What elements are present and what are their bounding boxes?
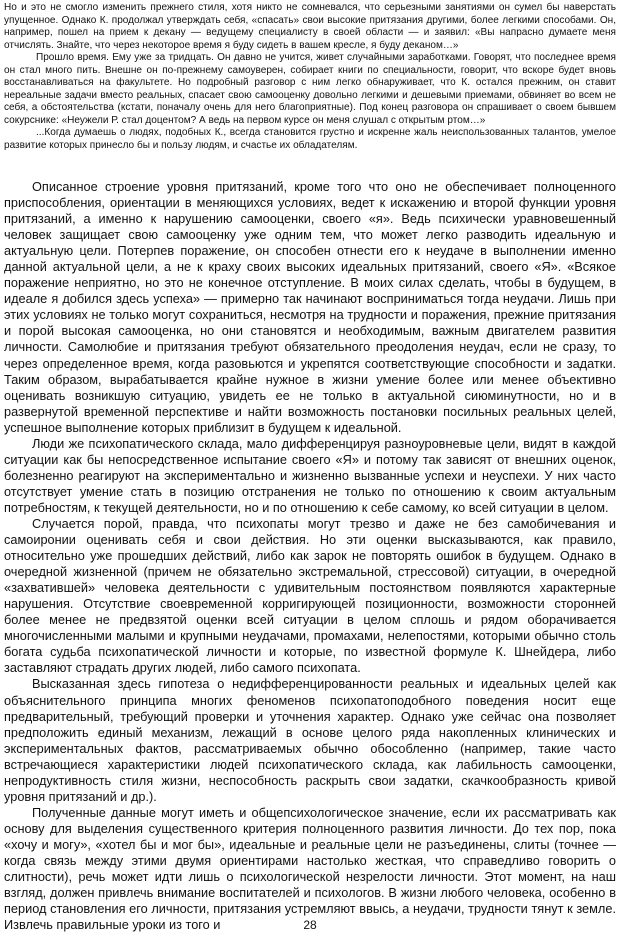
main-text: [4, 179, 616, 933]
excerpt-paragraph: ...Когда думаешь о людях, подобных К., всегда становится грустно и искренне жаль неиспользованных талантов, умелое развитие которых принесло бы и пользу людям, и счастье их обладателям.: [4, 127, 616, 151]
body-paragraph: Случается порой, правда, что психопаты могут трезво и даже не без самобичевания и самоиронии оценивать себя и свои действия. Но эти оценки высказываются, как правило, относительно уже прошедших действий, либо как зарок не повторять ошибок в будущем. Однако в очередной жизненной (причем не обязательно экстремальной, стрессовой) ситуации, в очередной «захватившей» человека деятельности с удивительным постоянством появляются характерные нарушения. Отсутствие своевременной корригирующей позиционности, возможности сторонней более менее не предвзятой оценки всей ситуации в целом сплошь и рядом оборачивается многочисленными малыми и крупными неудачами, промахами, нелепостями, которыми обычно столь богата судьба психопатической личности и которые, по известной формуле К. Шнейдера, либо заставляют страдать других людей, либо самого психопата.: [4, 515, 616, 676]
excerpt-paragraph: Прошло время. Ему уже за тридцать. Он давно не учится, живет случайными заработками. Говорят, что последнее время он стал много пить. Внешне он по-прежнему самоуверен, собирает книги по специальности, говорит, что вскоре будет вновь восстанавливаться на факультете. Но подробный разговор с ним легко обнаруживает, что К. остался прежним, он ставит нереальные задачи вместо реальных, спасает свою самооценку довольно легкими и дешевыми приемами, обвиняет во всем не себя, а обстоятельства (кстати, поначалу очень для него благоприятные). Под конец разговора он спрашивает о своем бывшем сокурснике: «Неужели Р. стал доцентом? А ведь на первом курсе он меня слушал с открытым ртом…»: [4, 52, 616, 126]
case-excerpt: [4, 2, 616, 152]
excerpt-paragraph: Но и это не смогло изменить прежнего стиля, хотя никто не сомневался, что серьезными занятиями он сумел бы наверстать упущенное. Однако К. продолжал утверждать себя, «спасать» свои высокие притязания другими, более легкими способами. Он, например, пошел на прием к декану — ведущему специалисту в своей области — и заявил: «Вы напрасно думаете меня отчислять. Знайте, что через некоторое время я буду сидеть в вашем кресле, я буду деканом…»: [4, 2, 616, 51]
page-number: 28: [303, 918, 317, 932]
body-paragraph: Полученные данные могут иметь и общепсихологическое значение, если их рассматривать как основу для выделения существенного критерия полноценного развития личности. До тех пор, пока «хочу и могу», «хотел бы и мог бы», идеальные и реальные цели не разъединены, слиты (точнее — когда связь между этими двумя ориентирами настолько жесткая, что справедливо говорить о слитности), речь может идти лишь о психологической незрелости личности. Этот момент, на наш взгляд, должен привлечь внимание воспитателей и психологов. В жизни любого человека, особенно в период становления его личности, притязания устремляют ввысь, а неудачи, трудности тянут к земле. Извлечь правильные уроки из того и: [4, 804, 616, 933]
body-paragraph: Люди же психопатического склада, мало дифференцируя разноуровневые цели, видят в каждой ситуации как бы непосредственное испытание своего «Я» и потому так зависят от внешних оценок, болезненно реагируют на экспериментально и жизненно вызванные успехи и неуспехи. У них часто отсутствует умение стать в позицию отстранения не только по отношению к своим актуальным потребностям, к текущей деятельности, но и по отношению к себе самому, ко всей ситуации в целом.: [4, 435, 616, 515]
body-paragraph: Высказанная здесь гипотеза о недифференцированности реальных и идеальных целей как объяснительного принципа многих феноменов психопатоподобного поведения носит еще предварительный, требующий проверки и уточнения характер. Однако уже сейчас она позволяет предположить единый механизм, лежащий в основе целого ряда накопленных клинических и экспериментальных фактов, рассматриваемых обычно обособленно (например, такие часто встречающиеся характеристики людей психопатического склада, как лабильность самооценки, непродуктивность стиля жизни, неспособность раскрыть свои задатки, скачкообразность кривой уровня притязаний и др.).: [4, 676, 616, 804]
body-paragraph: Описанное строение уровня притязаний, кроме того что оно не обеспечивает полноценного приспособления, ориентации в меняющихся условиях, ведет к искажению и второй функции уровня притязаний, а именно к нарушению самооценки, своего «я». Ведь психически уравновешенный человек защищает свою самооценку уже одним тем, что может легко разводить идеальную и актуальную цели. Потерпев поражение, он способен отнести его к неудаче в выполнении именно данной актуальной цели, а не к краху своих высоких идеальных притязаний, своего «Я». «Всякое поражение неприятно, но это не конечное отступление. В моих силах сделать, чтобы в будущем, в идеале я добился здесь успеха» — примерно так начинают восприниматься тогда неудачи. Лишь при этих условиях не только могут сохраниться, несмотря на трудности и поражения, прежние притязания и порой высокая самооценка, но они становятся и необходимым, важным двигателем развития личности. Самолюбие и притязания требуют обязательного преодоления неудач, если не сразу, то через определенное время, когда разовьются и укрепятся соответствующие способности и задатки. Таким образом, вырабатывается крайне нужное в жизни умение более или менее объективно оценивать возникшую ситуацию, увидеть ее не только в актуальной сиюминутности, но и в развернутой временной перспективе и найти возможность постановки посильных реальных целей, успешное выполнение которых приблизит в будущем к идеальной.: [4, 179, 616, 435]
